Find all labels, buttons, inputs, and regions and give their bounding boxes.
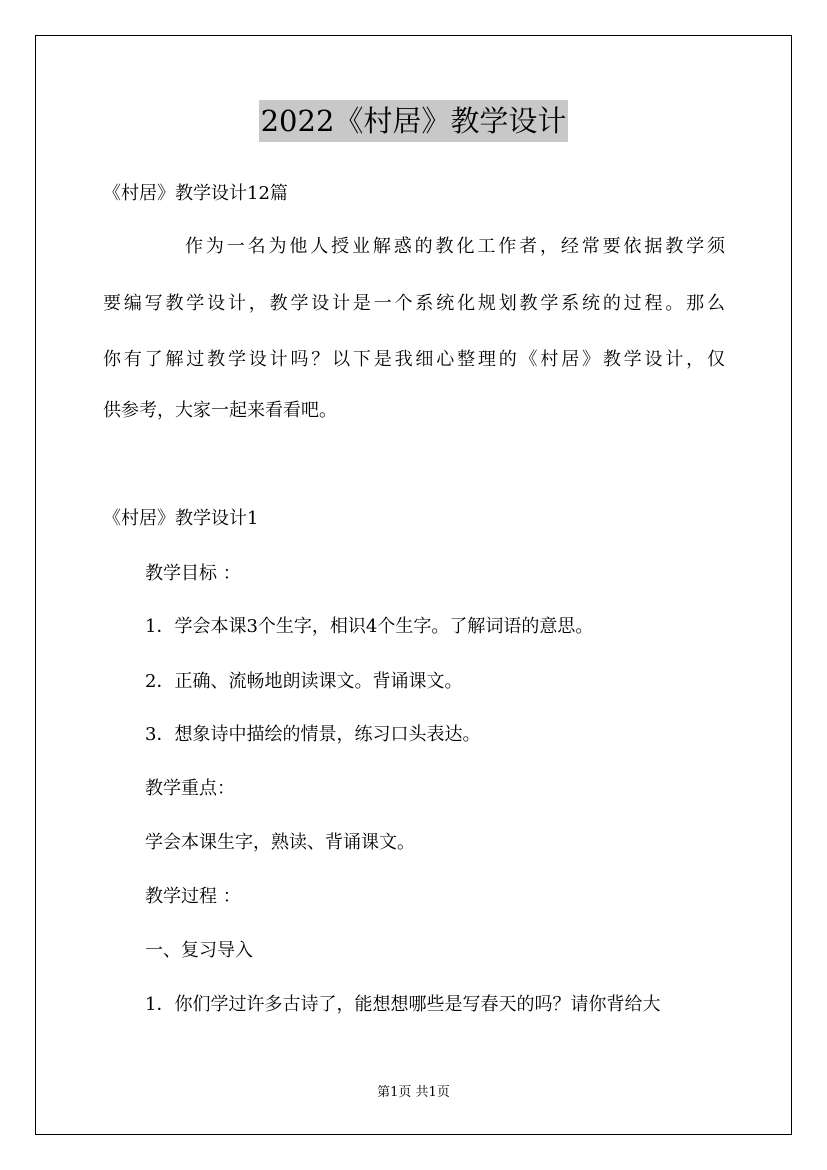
- objectives-label: 教学目标 ：: [145, 563, 241, 584]
- objective-item-2: 2．正确、流畅地朗读课文。背诵课文。: [145, 671, 463, 692]
- process-label: 教学过程 ：: [145, 886, 241, 907]
- intro-line-4: 供参考，大家一起来看看吧。: [103, 400, 337, 421]
- objective-item-3: 3．想象诗中描绘的情景，练习口头表达。: [145, 724, 481, 745]
- objective-item-1: 1．学会本课3个生字，相识4个生字。了解词语的意思。: [145, 616, 594, 637]
- intro-line-3: 你有了解过教学设计吗？以下是我细心整理的《村居》教学设计，仅: [103, 349, 725, 370]
- page-footer: 第1页 共1页: [377, 1085, 450, 1100]
- document-subtitle: 《村居》教学设计12篇: [103, 183, 288, 204]
- step-1-line: 1．你们学过许多古诗了，能想想哪些是写春天的吗？请你背给大: [145, 994, 661, 1015]
- focus-text: 学会本课生字，熟读、背诵课文。: [145, 832, 415, 853]
- title-container: [0, 100, 827, 142]
- section-heading: 《村居》教学设计1: [103, 508, 259, 529]
- step-heading: 一、复习导入: [145, 940, 253, 961]
- focus-label: 教学重点：: [145, 778, 235, 799]
- document-title: 2022《村居》教学设计: [259, 100, 569, 142]
- intro-line-2: 要编写教学设计，教学设计是一个系统化规划教学系统的过程。那么: [103, 293, 725, 314]
- intro-line-1: 作为一名为他人授业解惑的教化工作者，经常要依据教学须: [185, 236, 725, 257]
